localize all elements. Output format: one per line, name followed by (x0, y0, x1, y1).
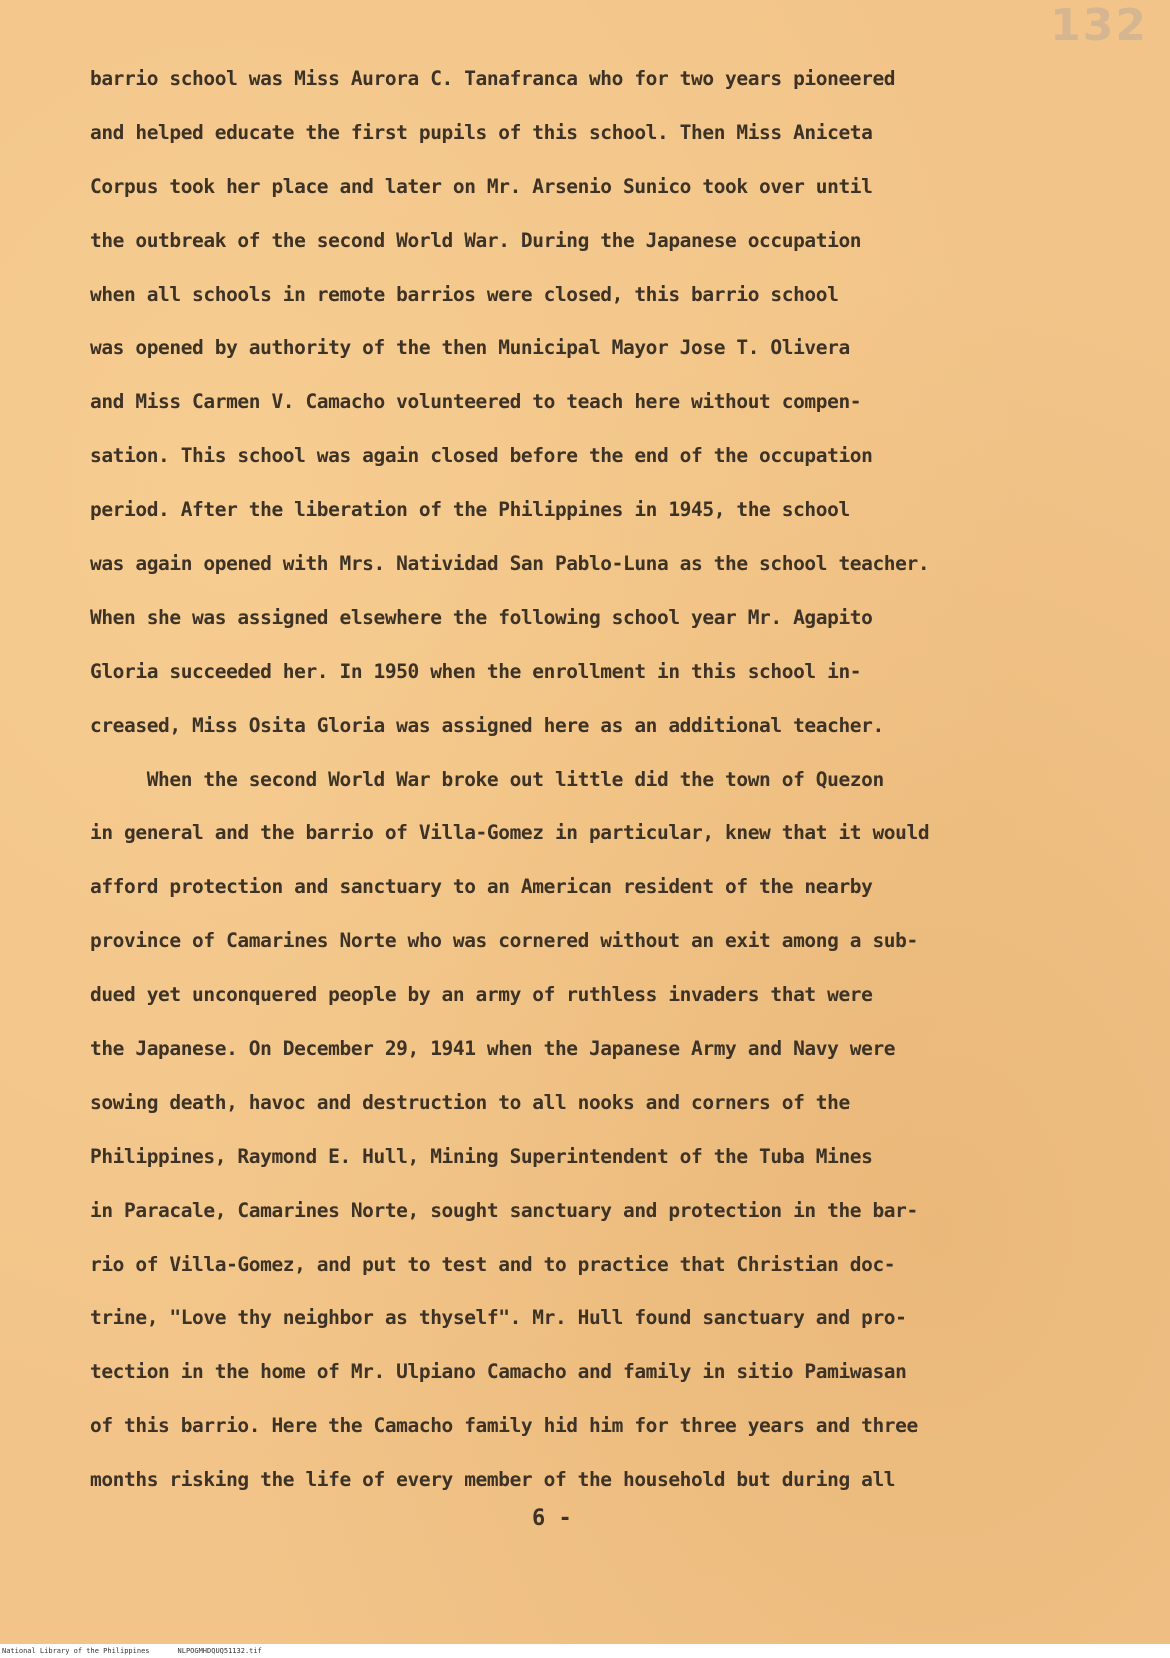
footer-source: National Library of the Philippines (2, 1647, 150, 1655)
text-line: and Miss Carmen V. Camacho volunteered to teach here without compen- (90, 390, 862, 414)
text-line: creased, Miss Osita Gloria was assigned here as an additional teacher. (90, 713, 884, 737)
scan-footer (0, 1645, 1170, 1658)
text-line: afford protection and sanctuary to an American resident of the nearby (90, 875, 873, 899)
text-line: Gloria succeeded her. In 1950 when the enrollment in this school in- (90, 659, 862, 683)
text-line: Corpus took her place and later on Mr. Arsenio Sunico took over until (90, 174, 873, 198)
text-line: Philippines, Raymond E. Hull, Mining Superintendent of the Tuba Mines (90, 1144, 873, 1168)
text-line: when all schools in remote barrios were closed, this barrio school (90, 282, 839, 306)
text-line: tection in the home of Mr. Ulpiano Camacho and family in sitio Pamiwasan (90, 1360, 907, 1384)
text-line: was again opened with Mrs. Natividad San Pablo-Luna as the school teacher. (90, 552, 930, 576)
text-line: months risking the life of every member of the household but during all (90, 1468, 896, 1492)
page-number: 6 - (532, 1506, 572, 1531)
text-line: barrio school was Miss Aurora C. Tanafranca who for two years pioneered (90, 67, 896, 90)
text-line: the outbreak of the second World War. During the Japanese occupation (90, 228, 862, 252)
document-body (90, 52, 1120, 1507)
text-line: of this barrio. Here the Camacho family hid him for three years and three (90, 1414, 918, 1438)
footer-filename: NLPOGMHDQUQ51132.tif (177, 1647, 262, 1655)
text-line: period. After the liberation of the Philippines in 1945, the school (90, 498, 850, 522)
text-line: province of Camarines Norte who was cornered without an exit among a sub- (90, 929, 918, 953)
text-line: When she was assigned elsewhere the following school year Mr. Agapito (90, 605, 873, 629)
text-line: dued yet unconquered people by an army of ruthless invaders that were (90, 983, 873, 1007)
text-line: trine, "Love thy neighbor as thyself". Mr. Hull found sanctuary and pro- (90, 1306, 907, 1330)
page-stamp-number: 132 (1050, 0, 1148, 51)
text-line: in general and the barrio of Villa-Gomez in particular, knew that it would (90, 821, 930, 845)
text-line: When the second World War broke out little did the town of Quezon (90, 767, 884, 791)
text-line: sation. This school was again closed before the end of the occupation (90, 444, 873, 468)
text-line: in Paracale, Camarines Norte, sought sanctuary and protection in the bar- (90, 1198, 918, 1222)
text-line: rio of Villa-Gomez, and put to test and to practice that Christian doc- (90, 1252, 896, 1276)
text-line: sowing death, havoc and destruction to all nooks and corners of the (90, 1090, 850, 1114)
text-line: the Japanese. On December 29, 1941 when the Japanese Army and Navy were (90, 1037, 896, 1061)
text-line: was opened by authority of the then Municipal Mayor Jose T. Olivera (90, 336, 850, 360)
text-line: and helped educate the first pupils of this school. Then Miss Aniceta (90, 120, 873, 144)
